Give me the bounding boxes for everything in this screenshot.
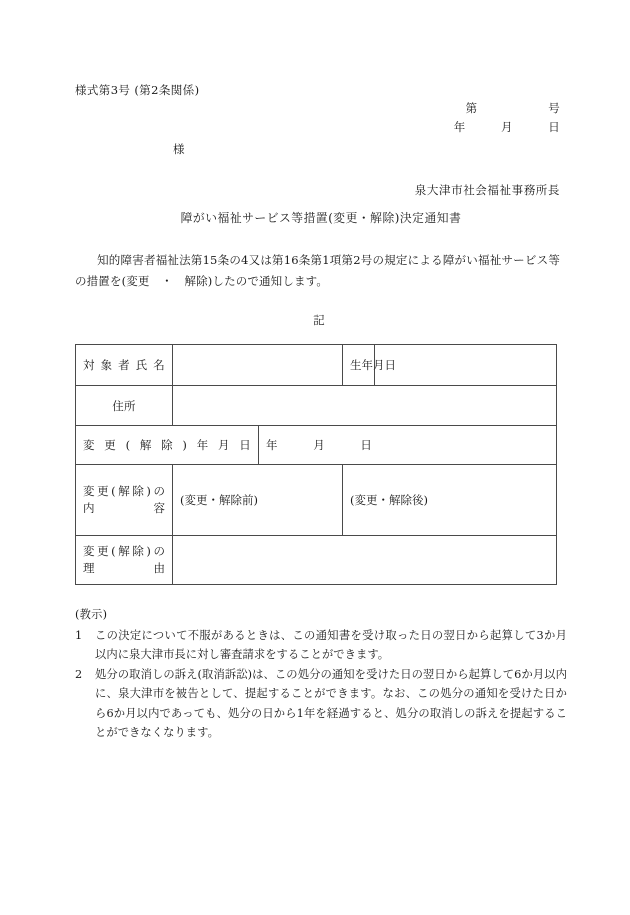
instructions-section bbox=[75, 605, 567, 743]
form-number: 様式第3号 (第2条関係) bbox=[75, 83, 200, 97]
change-reason-label-line2: 理由 bbox=[83, 561, 165, 575]
instruction-item-2 bbox=[75, 665, 567, 743]
table-row-reason bbox=[76, 536, 557, 585]
table-row-name bbox=[76, 345, 557, 386]
body-paragraph-text: 知的障害者福祉法第15条の4又は第16条第1項第2号の規定による障がい福祉サービス等の措置を(変更 ・ 解除)したので通知します。 bbox=[75, 253, 560, 288]
content-after-header: (変更・解除後) bbox=[350, 493, 428, 507]
document-date-line: 年 月 日 bbox=[453, 120, 560, 134]
document-meta-block bbox=[380, 99, 560, 137]
table-row-change-date bbox=[76, 426, 557, 465]
content-after-cell[interactable] bbox=[343, 465, 557, 536]
address-label: 住所 bbox=[76, 386, 173, 426]
addressee-honorific: 様 bbox=[173, 142, 185, 156]
notification-details-table bbox=[75, 344, 557, 585]
change-reason-label-line1: 変更(解除)の bbox=[83, 544, 165, 558]
subject-name-label: 対象者氏名 bbox=[76, 345, 173, 386]
instruction-number-2: 2 bbox=[75, 667, 83, 681]
change-reason-value[interactable] bbox=[173, 536, 557, 585]
content-before-cell[interactable] bbox=[173, 465, 343, 536]
subject-name-value[interactable] bbox=[173, 345, 343, 386]
instruction-number-1: 1 bbox=[75, 628, 83, 642]
change-content-label-line2: 内容 bbox=[83, 501, 165, 515]
birthdate-value[interactable] bbox=[375, 345, 557, 386]
address-value[interactable] bbox=[173, 386, 557, 426]
content-before-header: (変更・解除前) bbox=[180, 493, 258, 507]
table-row-address bbox=[76, 386, 557, 426]
instructions-heading: (教示) bbox=[75, 608, 108, 621]
change-content-label bbox=[76, 465, 173, 536]
change-reason-label bbox=[76, 536, 173, 585]
ki-marker: 記 bbox=[313, 313, 325, 327]
change-date-value[interactable]: 年 月 日 bbox=[259, 426, 557, 465]
birthdate-label: 生年月日 bbox=[343, 345, 375, 386]
instruction-text-2: 処分の取消しの訴え(取消訴訟)は、この処分の通知を受けた日の翌日から起算して6か月以内に、泉大津市を被告として、提起することができます。なお、この処分の通知を受けた日から6か月以内であっても、処分の日から1年を経過すると、処分の取消しの訴えを提起することができなくなります。 bbox=[95, 667, 567, 739]
instruction-item-1 bbox=[75, 626, 567, 665]
table-row-content bbox=[76, 465, 557, 536]
issuer-name: 泉大津市社会福祉事務所長 bbox=[414, 183, 560, 197]
document-number-line: 第 号 bbox=[465, 101, 560, 115]
change-date-label: 変更(解除)年月日 bbox=[76, 426, 259, 465]
body-paragraph bbox=[75, 250, 560, 292]
instruction-text-1: この決定について不服があるときは、この通知書を受け取った日の翌日から起算して3か月以内に泉大津市長に対し審査請求をすることができます。 bbox=[95, 628, 567, 661]
change-content-label-line1: 変更(解除)の bbox=[83, 484, 165, 498]
document-title: 障がい福祉サービス等措置(変更・解除)決定通知書 bbox=[180, 211, 462, 225]
